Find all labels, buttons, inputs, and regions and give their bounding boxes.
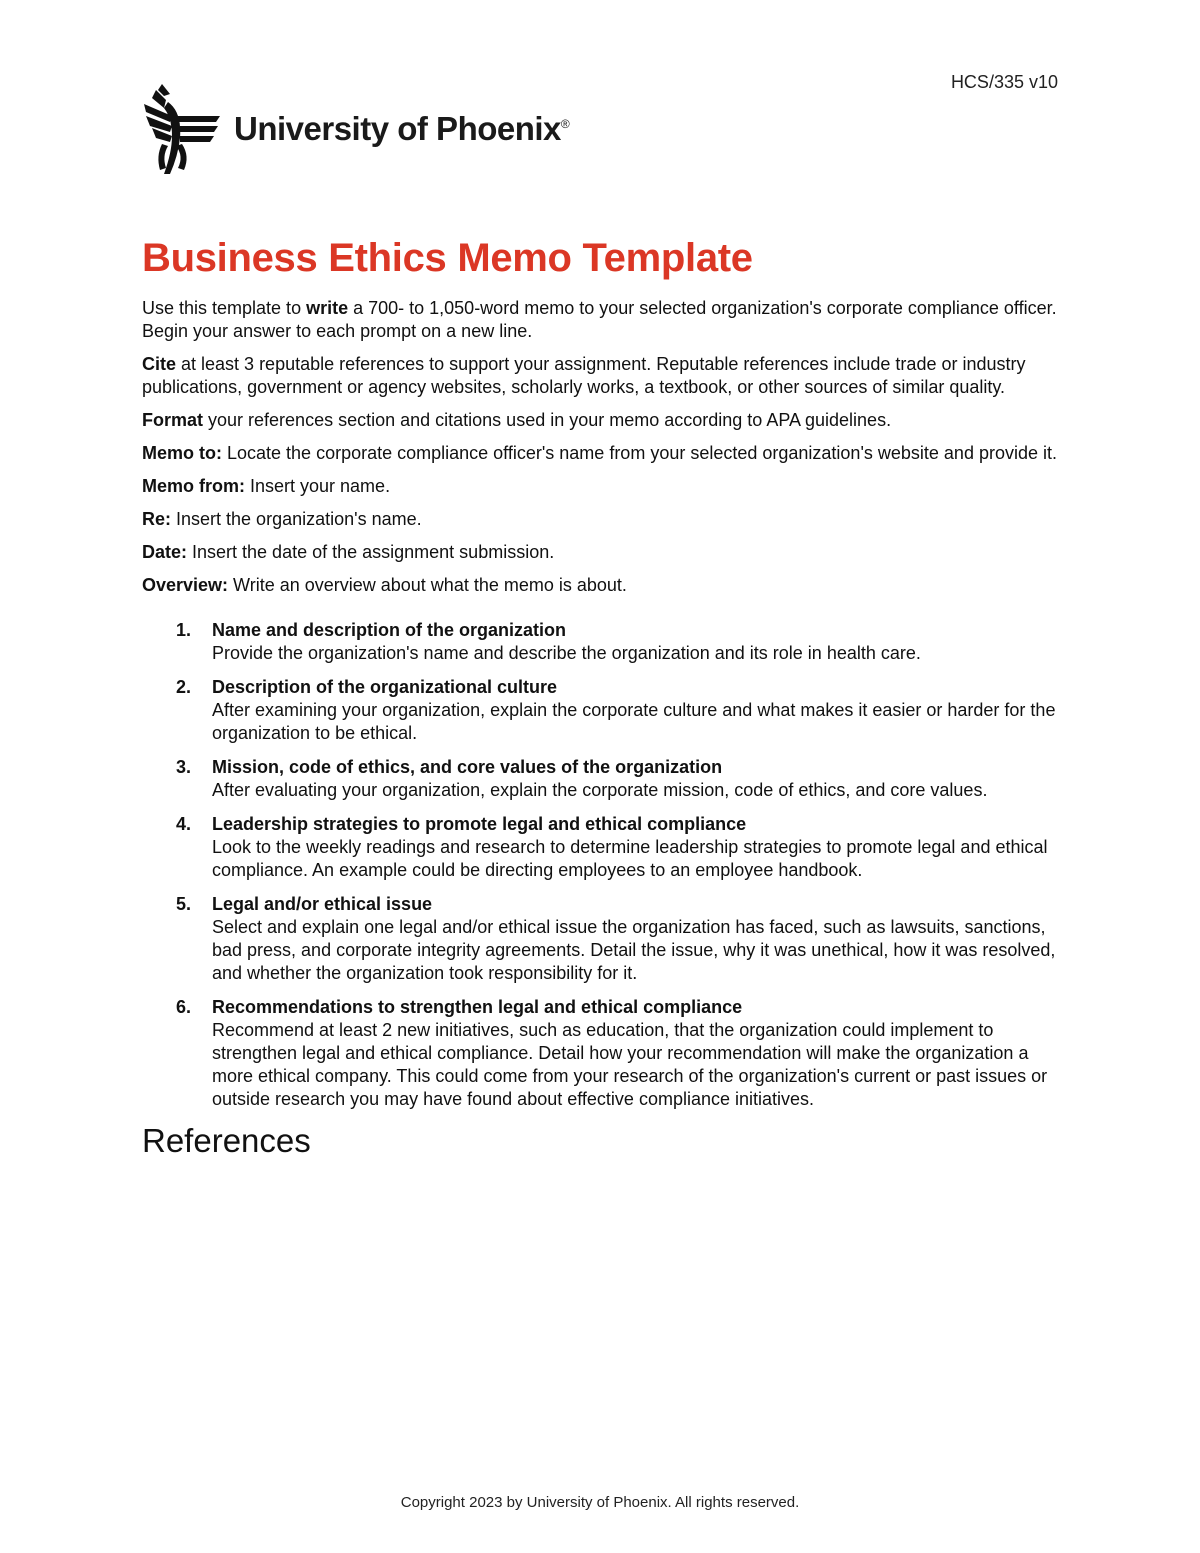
list-item-heading: Name and description of the organization (212, 620, 567, 640)
cite-paragraph: Cite at least 3 reputable references to support your assignment. Reputable references include trade or industry publications, government or agency websites, scholarly works, a textbook, or other sources of similar quality. (142, 354, 1026, 397)
list-item (142, 756, 1062, 802)
prompt-list (142, 619, 1062, 1111)
list-item-heading: Description of the organizational culture (212, 677, 558, 697)
overview-field: Overview: Write an overview about what the memo is about. (142, 575, 627, 595)
memo-from-field: Memo from: Insert your name. (142, 476, 391, 496)
list-item (142, 893, 1062, 985)
logo-wordmark: University of Phoenix® (234, 110, 570, 147)
list-item-number: 5. (176, 894, 192, 914)
university-logo (142, 82, 569, 176)
list-item-number: 6. (176, 997, 192, 1017)
list-item-number: 3. (176, 757, 192, 777)
list-item-description: After examining your organization, explain the corporate culture and what makes it easier or harder for the organization to be ethical. (212, 700, 1056, 743)
memo-to-field: Memo to: Locate the corporate compliance officer's name from your selected organization's website and provide it. (142, 443, 1057, 463)
copyright-footer: Copyright 2023 by University of Phoenix. All rights reserved. (400, 1494, 800, 1511)
list-item-description: Recommend at least 2 new initiatives, such as education, that the organization could implement to strengthen legal and ethical compliance. Detail how your recommendation will make the organization a more ethical company. This could come from your research of the organization's current or past issues or outside research you may have found about effective compliance initiatives. (212, 1020, 1048, 1109)
list-item-number: 2. (176, 677, 192, 697)
list-item-heading: Legal and/or ethical issue (212, 894, 433, 914)
phoenix-bird-icon (142, 82, 222, 176)
intro-paragraph: Use this template to write a 700- to 1,050-word memo to your selected organization's corporate compliance officer. Begin your answer to each prompt on a new line. (142, 298, 1057, 341)
course-code: HCS/335 v10 (950, 72, 1058, 92)
list-item (142, 996, 1062, 1111)
list-item-description: Look to the weekly readings and research to determine leadership strategies to promote legal and ethical compliance. An example could be directing employees to an employee handbook. (212, 837, 1048, 880)
list-item (142, 676, 1062, 745)
list-item (142, 619, 1062, 665)
list-item-heading: Mission, code of ethics, and core values of the organization (212, 757, 723, 777)
format-paragraph: Format your references section and citations used in your memo according to APA guidelines. (142, 410, 892, 430)
list-item-description: After evaluating your organization, explain the corporate mission, code of ethics, and core values. (212, 780, 988, 800)
date-field: Date: Insert the date of the assignment submission. (142, 542, 555, 562)
list-item-description: Provide the organization's name and describe the organization and its role in health care. (212, 643, 921, 663)
list-item-number: 4. (176, 814, 192, 834)
re-field: Re: Insert the organization's name. (142, 509, 422, 529)
list-item-heading: Recommendations to strengthen legal and ethical compliance (212, 997, 743, 1017)
page-title: Business Ethics Memo Template (142, 236, 753, 280)
list-item-description: Select and explain one legal and/or ethical issue the organization has faced, such as lawsuits, sanctions, bad press, and corporate integrity agreements. Detail the issue, why it was unethical, how it was resolved, and whether the organization took responsibility for it. (212, 917, 1056, 983)
references-heading: References (142, 1122, 311, 1159)
list-item (142, 813, 1062, 882)
list-item-number: 1. (176, 620, 192, 640)
document-body (142, 236, 1062, 1160)
list-item-heading: Leadership strategies to promote legal and ethical compliance (212, 814, 747, 834)
